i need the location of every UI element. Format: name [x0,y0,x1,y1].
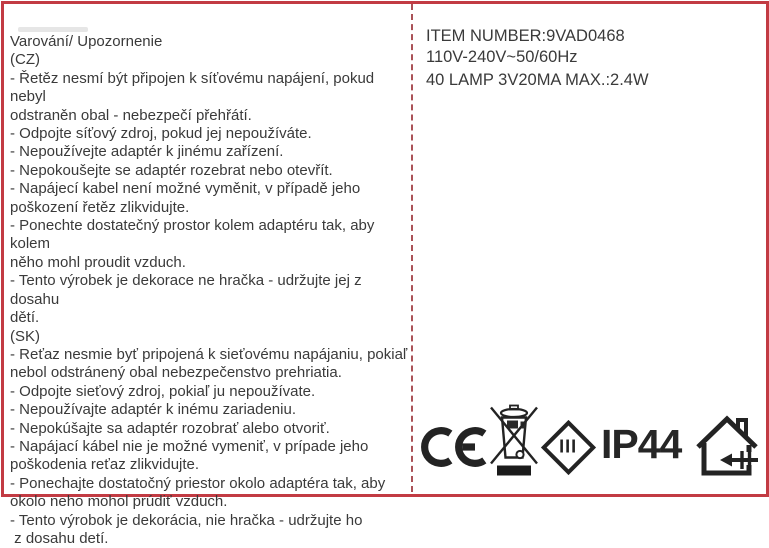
warning-line: - Odpojte sieťový zdroj, pokiaľ ju nepoužívate. [10,382,316,400]
warning-line: Varování/ Upozornenie [10,33,163,50]
warning-line: - Ponechajte dostatočný priestor okolo adaptéra tak, aby [10,474,386,492]
ip44-rating: IP44 [601,421,682,467]
warning-line: - Odpojte síťový zdroj, pokud jej nepoužíváte. [10,125,312,143]
warning-line: - Reťaz nesmie byť pripojená k sieťovému napájaniu, pokiaľ [10,345,408,363]
weee-crossed-bin-icon [489,401,539,478]
warning-line: (SK) [10,327,40,345]
voltage-line: 110V-240V~50/60Hz [426,48,578,66]
warning-line: (CZ) [10,51,40,69]
warning-line: - Tento výrobok je dekorácia, nie hračka - udržujte ho [10,511,363,529]
warning-line: - Napájací kábel nie je možné vymeniť, v prípade jeho [10,437,369,455]
warning-line: - Nepokoušejte se adaptér rozebrat nebo otevřít. [10,161,333,179]
warning-line: - Tento výrobek je dekorace ne hračka - udržujte jej z dosahu [10,272,366,308]
warning-line: poškození řetěz zlikvidujte. [10,198,190,216]
class-iii-diamond-icon [538,417,598,477]
warning-line: okolo neho mohol prúdiť vzduch. [10,493,228,511]
warning-line: - Řetěz nesmí být připojen k síťovému napájení, pokud nebyl [10,69,379,106]
lamp-spec-line: 40 LAMP 3V20MA MAX.:2.4W [426,71,649,89]
warning-line: - Nepokúšajte sa adaptér rozobrať alebo otvoriť. [10,419,330,437]
warning-line: - Ponechte dostatečný prostor kolem adaptéru tak, aby kolem [10,217,379,253]
dashed-column-divider [411,4,413,492]
warning-line: poškodenia reťaz zlikvidujte. [10,456,200,474]
ce-mark-icon [424,421,492,473]
warning-line: z dosahu detí. [10,529,109,547]
warning-line: - Napájecí kabel není možné vyměnit, v případě jeho [10,180,361,198]
class-iii-label: III [558,436,578,457]
warning-line: dětí. [10,309,40,327]
spec-block [426,26,756,91]
scan-artifact [18,27,88,32]
indoor-use-house-icon [694,415,760,479]
warning-text-block [10,33,408,548]
warning-line: nebol odstránený obal nebezpečenstvo prehriatia. [10,364,342,382]
warning-line: odstraněn obal - nebezpečí přehřátí. [10,106,252,124]
item-number-line: ITEM NUMBER:9VAD0468 [426,27,625,45]
warning-line: něho mohl proudit vzduch. [10,253,186,271]
warning-line: - Nepoužívajte adaptér k inému zariadeniu. [10,401,296,419]
warning-line: - Nepoužívejte adaptér k jinému zařízení. [10,143,284,161]
